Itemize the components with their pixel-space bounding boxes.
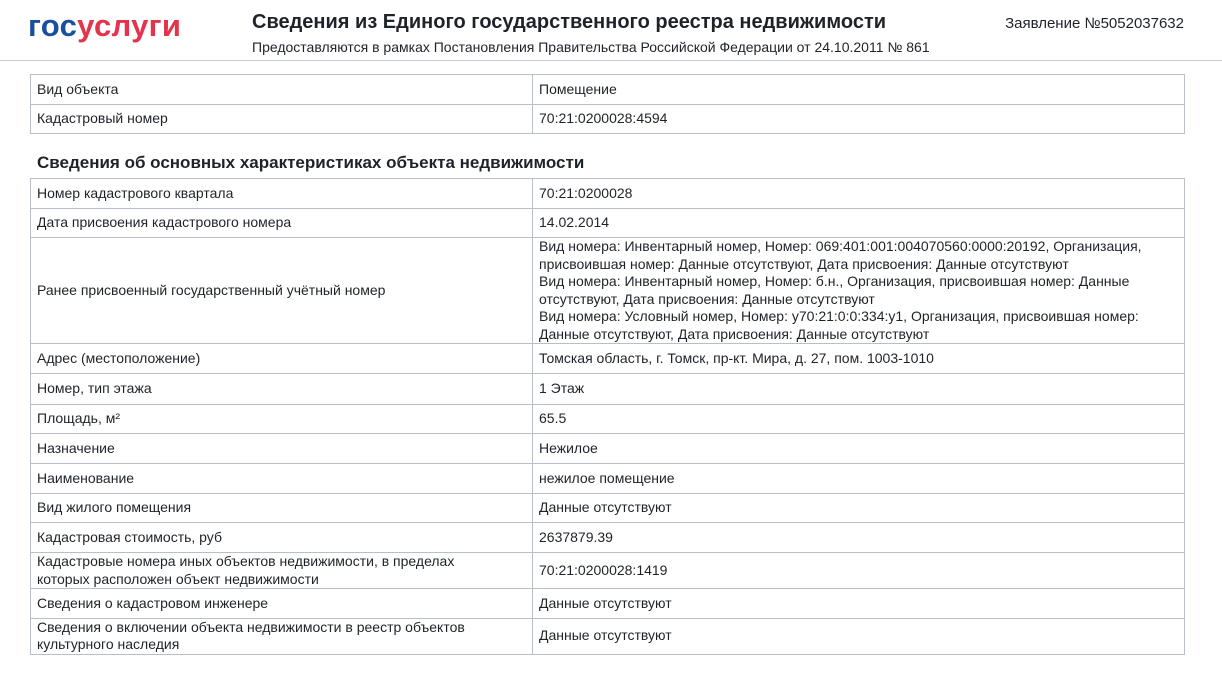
document-title: Сведения из Единого государственного реестра недвижимости [252,11,887,33]
row-key [31,618,533,654]
row-value: 70:21:0200028 [533,179,1185,209]
prev-number-line: присвоившая номер: Данные отсутствуют, Дата присвоения: Данные отсутствуют [539,255,1069,272]
row-value: 70:21:0200028:4594 [533,104,1185,134]
prev-number-line: Вид номера: Условный номер, Номер: у70:21:0:0:334:у1, Организация, присвоившая номер: [539,308,1139,324]
prev-number-line: Вид номера: Инвентарный номер, Номер: 069:401:001:004070560:0000:20192, Организация, [539,238,1142,254]
document-subtitle: Предоставляются в рамках Постановления Правительства Российской Федерации от 24.10.2011 № 861 [252,39,930,55]
row-value: Данные отсутствуют [533,493,1185,523]
row-key: Дата присвоения кадастрового номера [31,208,533,238]
row-value: 2637879.39 [533,523,1185,553]
table-row [31,179,1185,209]
prev-number-line: отсутствуют, Дата присвоения: Данные отсутствуют [539,290,875,307]
prev-number-line: Вид номера: Инвентарный номер, Номер: б.н., Организация, присвоившая номер: Данные [539,273,1130,289]
table-row [31,344,1185,374]
row-value: Данные отсутствуют [533,589,1185,619]
table-row [31,553,1185,589]
object-table [30,74,1185,134]
table-row [31,238,1185,344]
row-value: 70:21:0200028:1419 [533,553,1185,589]
table-row [31,523,1185,553]
row-key: Вид жилого помещения [31,493,533,523]
row-key: Наименование [31,464,533,494]
row-key: Назначение [31,434,533,464]
row-value: 65.5 [533,404,1185,434]
row-value: Нежилое [533,434,1185,464]
row-value: Данные отсутствуют [533,618,1185,654]
row-key: Ранее присвоенный государственный учётный номер [31,238,533,344]
table-row [31,208,1185,238]
row-value: нежилое помещение [533,464,1185,494]
table-row [31,464,1185,494]
row-key-line: Кадастровые номера иных объектов недвижимости, в пределах [37,553,455,569]
row-value: 14.02.2014 [533,208,1185,238]
row-key [31,553,533,589]
section-title: Сведения об основных характеристиках объекта недвижимости [37,153,585,172]
row-key: Кадастровая стоимость, руб [31,523,533,553]
header [0,0,1222,61]
table-row [31,373,1185,404]
prev-number-line: Данные отсутствуют, Дата присвоения: Данные отсутствуют [539,325,930,342]
row-key: Вид объекта [31,75,533,105]
characteristics-table [30,178,1185,655]
table-row [31,104,1185,134]
row-key-line: культурного наследия [37,636,180,652]
logo-part-uslugi: услуги [77,8,182,43]
row-key-line: которых расположен объект недвижимости [37,570,319,587]
row-key: Адрес (местоположение) [31,344,533,374]
row-value [533,238,1185,344]
table-row [31,75,1185,105]
row-key: Номер, тип этажа [31,373,533,404]
table-row [31,493,1185,523]
gosuslugi-logo[interactable] [28,8,181,44]
row-key: Сведения о кадастровом инженере [31,589,533,619]
table-row [31,618,1185,654]
row-key: Кадастровый номер [31,104,533,134]
table-row [31,589,1185,619]
row-key: Номер кадастрового квартала [31,179,533,209]
row-key-line: Сведения о включении объекта недвижимости в реестр объектов [37,618,465,635]
application-number: Заявление №5052037632 [1005,15,1184,32]
table-row [31,404,1185,434]
row-value: Помещение [533,75,1185,105]
logo-part-gos: гос [28,8,78,43]
row-value: Томская область, г. Томск, пр-кт. Мира, д. 27, пом. 1003-1010 [533,344,1185,374]
row-value: 1 Этаж [533,373,1185,404]
table-row [31,434,1185,464]
row-key: Площадь, м² [31,404,533,434]
